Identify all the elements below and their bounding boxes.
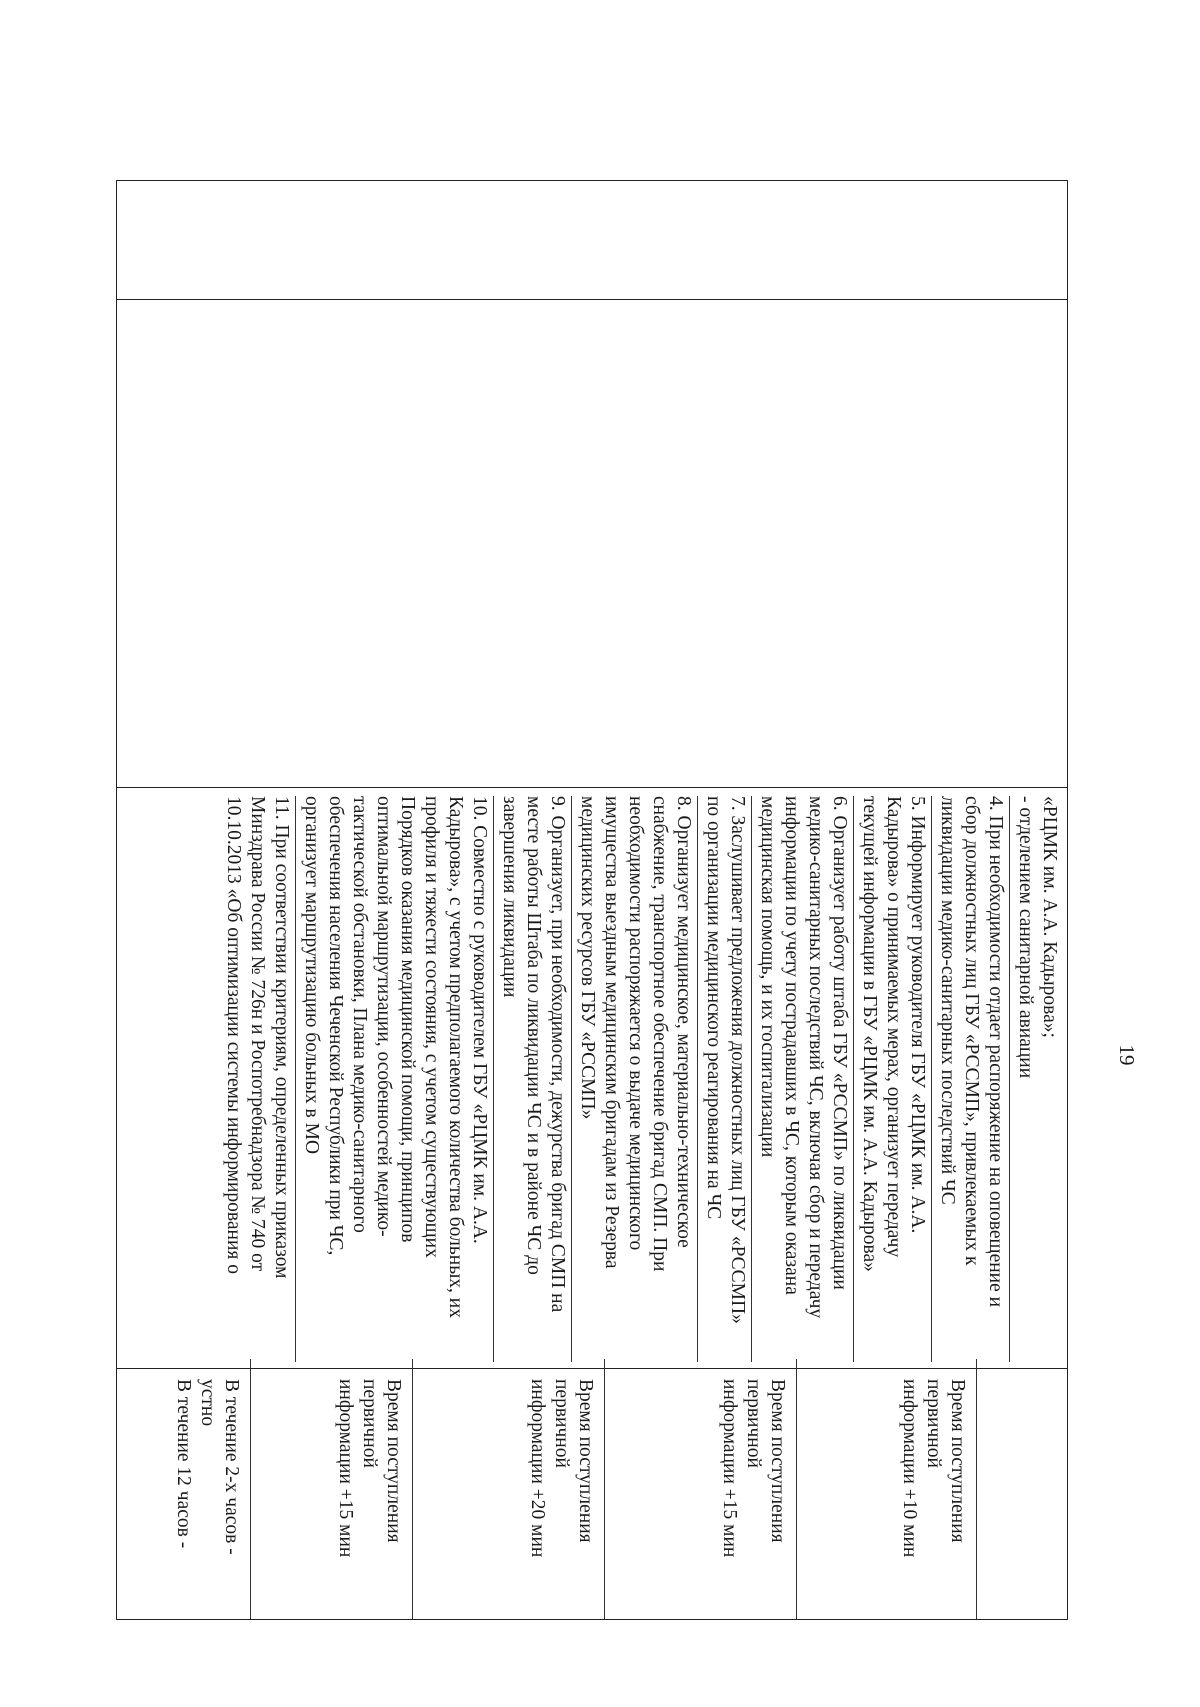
action-item-line: Кадырова» о принимаемых мерах, организует передачу <box>883 796 904 1258</box>
action-item-line: обеспечения населения Чеченской Республики при ЧС, <box>325 796 346 1256</box>
deadline-line: Время поступления <box>947 1379 968 1543</box>
deadlines-cell <box>117 1369 1068 1620</box>
deadline-line: первичной <box>359 1379 380 1468</box>
action-item <box>853 796 931 1362</box>
deadline-entry <box>522 1379 599 1619</box>
actions-list <box>218 788 1067 1368</box>
deadline-entry <box>330 1379 407 1619</box>
action-item <box>1009 796 1063 1362</box>
deadline-line: информации +10 мин <box>899 1379 920 1558</box>
action-item-line: профиля и тяжести состояния, с учетом существующих <box>421 796 442 1258</box>
action-item-line: организует маршрутизацию больных в МО <box>301 796 322 1155</box>
action-item-line: месте работы Штаба по ликвидации ЧС и в районе ЧС до <box>523 796 544 1275</box>
action-item-line: сбор должностных лиц ГБУ «РССМП», привлекаемых к <box>961 796 982 1266</box>
action-item-line: текущей информации в ГБУ «РЦМК им. А.А. Кадырова» <box>859 796 880 1272</box>
deadline-line: информации +20 мин <box>527 1379 548 1558</box>
deadline-divider <box>604 1359 605 1619</box>
deadline-line: информации +15 мин <box>719 1379 740 1558</box>
deadline-line: Время поступления <box>383 1379 404 1543</box>
response-actions-table <box>116 180 1068 1620</box>
deadline-line: В течение 12 часов - <box>173 1379 194 1549</box>
deadline-line: первичной <box>551 1379 572 1468</box>
action-item-line: Минздрава России № 726н и Роспотребнадзора № 740 от <box>247 796 268 1272</box>
deadline-divider <box>796 1359 797 1619</box>
deadline-line: Время поступления <box>767 1379 788 1543</box>
deadlines-list <box>123 1369 1067 1619</box>
action-item <box>697 796 751 1362</box>
action-item-line: 4. При необходимости отдает распоряжение на оповещение и <box>985 796 1006 1308</box>
table-cell-blank-1 <box>117 181 1068 300</box>
action-item-line: 8. Организует медицинское, материально-техническое <box>673 796 694 1248</box>
deadline-entry <box>168 1379 245 1619</box>
deadline-entry <box>894 1379 971 1619</box>
deadline-divider <box>976 1359 977 1619</box>
action-item-line: Порядков оказания медицинской помощи, принципов <box>397 796 418 1243</box>
action-item <box>751 796 853 1362</box>
action-item-line: информации по учету пострадавших в ЧС, которым оказана <box>781 796 802 1295</box>
deadline-line: первичной <box>743 1379 764 1468</box>
action-item-line: оптимальной маршрутизации, особенностей медико- <box>373 796 394 1237</box>
action-item <box>931 796 1009 1362</box>
action-item-line: 9. Организует, при необходимости, дежурства бригад СМП на <box>547 796 568 1313</box>
deadline-line: Время поступления <box>575 1379 596 1543</box>
action-item-line: 10. Совместно с руководителем ГБУ «РЦМК им. А.А. <box>469 796 490 1244</box>
action-item-line: ликвидации медико-санитарных последствий ЧС <box>937 796 958 1205</box>
action-item-line: завершения ликвидации <box>499 796 520 998</box>
deadline-entry <box>714 1379 791 1619</box>
deadline-line: первичной <box>923 1379 944 1468</box>
action-item-line: снабжение, транспортное обеспечение бригад СМП. При <box>649 796 670 1272</box>
page-number: 19 <box>1115 1044 1139 1066</box>
action-item-line: 7. Заслушивает предложения должностных лиц ГБУ «РССМП» <box>727 796 748 1324</box>
table-row <box>117 181 1068 1620</box>
table-cell-blank-2 <box>117 300 1068 788</box>
action-item-line: тактической обстановки, Плана медико-санитарного <box>349 796 370 1233</box>
deadline-line: устно <box>197 1379 218 1427</box>
action-item-line: «РЦМК им. А.А. Кадырова»; <box>1039 796 1060 1038</box>
deadline-line: информации +15 мин <box>335 1379 356 1558</box>
action-item-line: медицинских ресурсов ГБУ «РССМП» <box>577 796 598 1120</box>
action-item-line: Кадырова», с учетом предполагаемого количества больных, их <box>445 796 466 1318</box>
action-item-line: 11. При соответствии критериям, определенных приказом <box>271 796 292 1279</box>
action-item-line: по организации медицинского реагирования на ЧС <box>703 796 724 1220</box>
action-item-line: необходимости распоряжается о выдаче медицинского <box>625 796 646 1251</box>
action-item-line: имущества выездным медицинским бригадам из Резерва <box>601 796 622 1269</box>
action-item <box>571 796 697 1362</box>
deadline-line: В течение 2-х часов - <box>221 1379 242 1555</box>
action-item-line: медицинская помощь, и их госпитализации <box>757 796 778 1158</box>
action-item-line: медико-санитарных последствий ЧС, включая сбор и передачу <box>805 796 826 1319</box>
action-item <box>218 796 295 1362</box>
actions-cell <box>117 788 1068 1369</box>
deadline-divider <box>250 1359 251 1619</box>
action-item-line: 6. Организует работу штаба ГБУ «РССМП» по ликвидации <box>829 796 850 1290</box>
action-item-line: 5. Информирует руководителя ГБУ «РЦМК им. А.А. <box>907 796 928 1234</box>
action-item <box>295 796 493 1362</box>
action-item <box>493 796 571 1362</box>
deadline-divider <box>412 1359 413 1619</box>
action-item-line: - отделением санитарной авиации <box>1015 796 1036 1079</box>
action-item-line: 10.10.2013 «Об оптимизации системы информирования о <box>223 796 244 1275</box>
